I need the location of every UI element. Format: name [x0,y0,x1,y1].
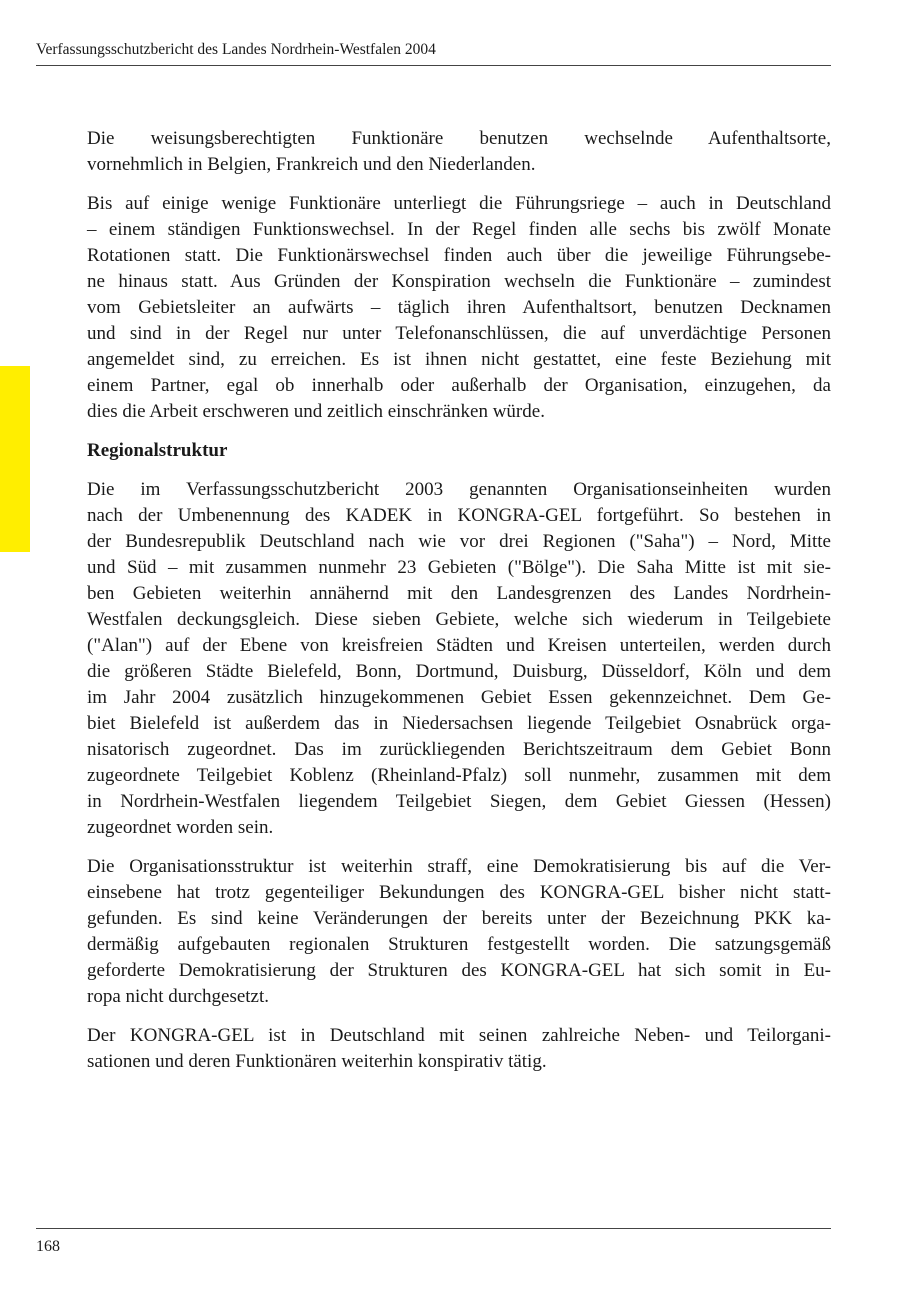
paragraph-2 [87,191,831,425]
text-line: angemeldet sind, zu erreichen. Es ist ihnen nicht gestattet, eine feste Beziehung mit [87,349,831,370]
text-line: im Jahr 2004 zusätzlich hinzugekommenen Gebiet Essen gekennzeichnet. Dem Ge- [87,687,831,708]
text-line: sationen und deren Funktionären weiterhin konspirativ tätig. [87,1051,547,1072]
text-line: nisatorisch zugeordnet. Das im zurückliegenden Berichtszeitraum dem Gebiet Bonn [87,739,831,760]
text-line: einsebene hat trotz gegenteiliger Bekundungen des KONGRA-GEL bisher nicht statt- [87,882,831,903]
text-line: Westfalen deckungsgleich. Diese sieben Gebiete, welche sich wiederum in Teilgebiete [87,609,831,630]
text-line: dermäßig aufgebauten regionalen Strukturen festgestellt worden. Die satzungsgemäß [87,934,831,955]
text-line: vom Gebietsleiter an aufwärts – täglich ihren Aufenthaltsort, benutzen Decknamen [87,297,831,318]
header-divider [36,65,831,66]
text-line: vornehmlich in Belgien, Frankreich und den Niederlanden. [87,154,536,175]
text-line: Die weisungsberechtigten Funktionäre benutzen wechselnde Aufenthaltsorte, [87,128,831,149]
text-line: biet Bielefeld ist außerdem das in Niedersachsen liegende Teilgebiet Osnabrück orga- [87,713,831,734]
page-number: 168 [36,1238,60,1255]
text-line: ropa nicht durchgesetzt. [87,986,270,1007]
paragraph-5 [87,1023,831,1075]
text-line: die größeren Städte Bielefeld, Bonn, Dortmund, Duisburg, Düsseldorf, Köln und dem [87,661,831,682]
text-line: Bis auf einige wenige Funktionäre unterliegt die Führungsriege – auch in Deutschland [87,193,831,214]
text-line: ben Gebieten weiterhin annähernd mit den Landesgrenzen des Landes Nordrhein- [87,583,831,604]
paragraph-4 [87,854,831,1010]
text-line: zugeordnet worden sein. [87,817,274,838]
chapter-marker-tab [0,366,30,552]
text-line: ne hinaus statt. Aus Gründen der Konspiration wechseln die Funktionäre – zumindest [87,271,831,292]
footer-divider [36,1228,831,1229]
text-line: Die Organisationsstruktur ist weiterhin straff, eine Demokratisierung bis auf die Ver- [87,856,831,877]
text-line: und Süd – mit zusammen nunmehr 23 Gebieten ("Bölge"). Die Saha Mitte ist mit sie- [87,557,831,578]
page-body [87,126,831,1088]
text-line: zugeordnete Teilgebiet Koblenz (Rheinland-Pfalz) soll nunmehr, zusammen mit dem [87,765,831,786]
text-line: Rotationen statt. Die Funktionärswechsel finden auch über die jeweilige Führungsebe- [87,245,831,266]
paragraph-1 [87,126,831,178]
text-line: Die im Verfassungsschutzbericht 2003 genannten Organisationseinheiten wurden [87,479,831,500]
text-line: in Nordrhein-Westfalen liegendem Teilgebiet Siegen, dem Gebiet Giessen (Hessen) [87,791,831,812]
running-header: Verfassungsschutzbericht des Landes Nordrhein-Westfalen 2004 [36,41,436,58]
text-line: der Bundesrepublik Deutschland nach wie vor drei Regionen ("Saha") – Nord, Mitte [87,531,831,552]
text-line: Der KONGRA-GEL ist in Deutschland mit seinen zahlreiche Neben- und Teilorgani- [87,1025,831,1046]
text-line: gefunden. Es sind keine Veränderungen der bereits unter der Bezeichnung PKK ka- [87,908,831,929]
text-line: nach der Umbenennung des KADEK in KONGRA-GEL fortgeführt. So bestehen in [87,505,831,526]
text-line: einem Partner, egal ob innerhalb oder außerhalb der Organisation, einzugehen, da [87,375,831,396]
text-line: – einem ständigen Funktionswechsel. In der Regel finden alle sechs bis zwölf Monate [87,219,831,240]
text-line: dies die Arbeit erschweren und zeitlich einschränken würde. [87,401,545,422]
paragraph-3 [87,477,831,841]
text-line: und sind in der Regel nur unter Telefonanschlüssen, die auf unverdächtige Personen [87,323,831,344]
text-line: geforderte Demokratisierung der Strukturen des KONGRA-GEL hat sich somit in Eu- [87,960,831,981]
section-heading: Regionalstruktur [87,440,228,461]
text-line: ("Alan") auf der Ebene von kreisfreien Städten und Kreisen unterteilen, werden durch [87,635,831,656]
